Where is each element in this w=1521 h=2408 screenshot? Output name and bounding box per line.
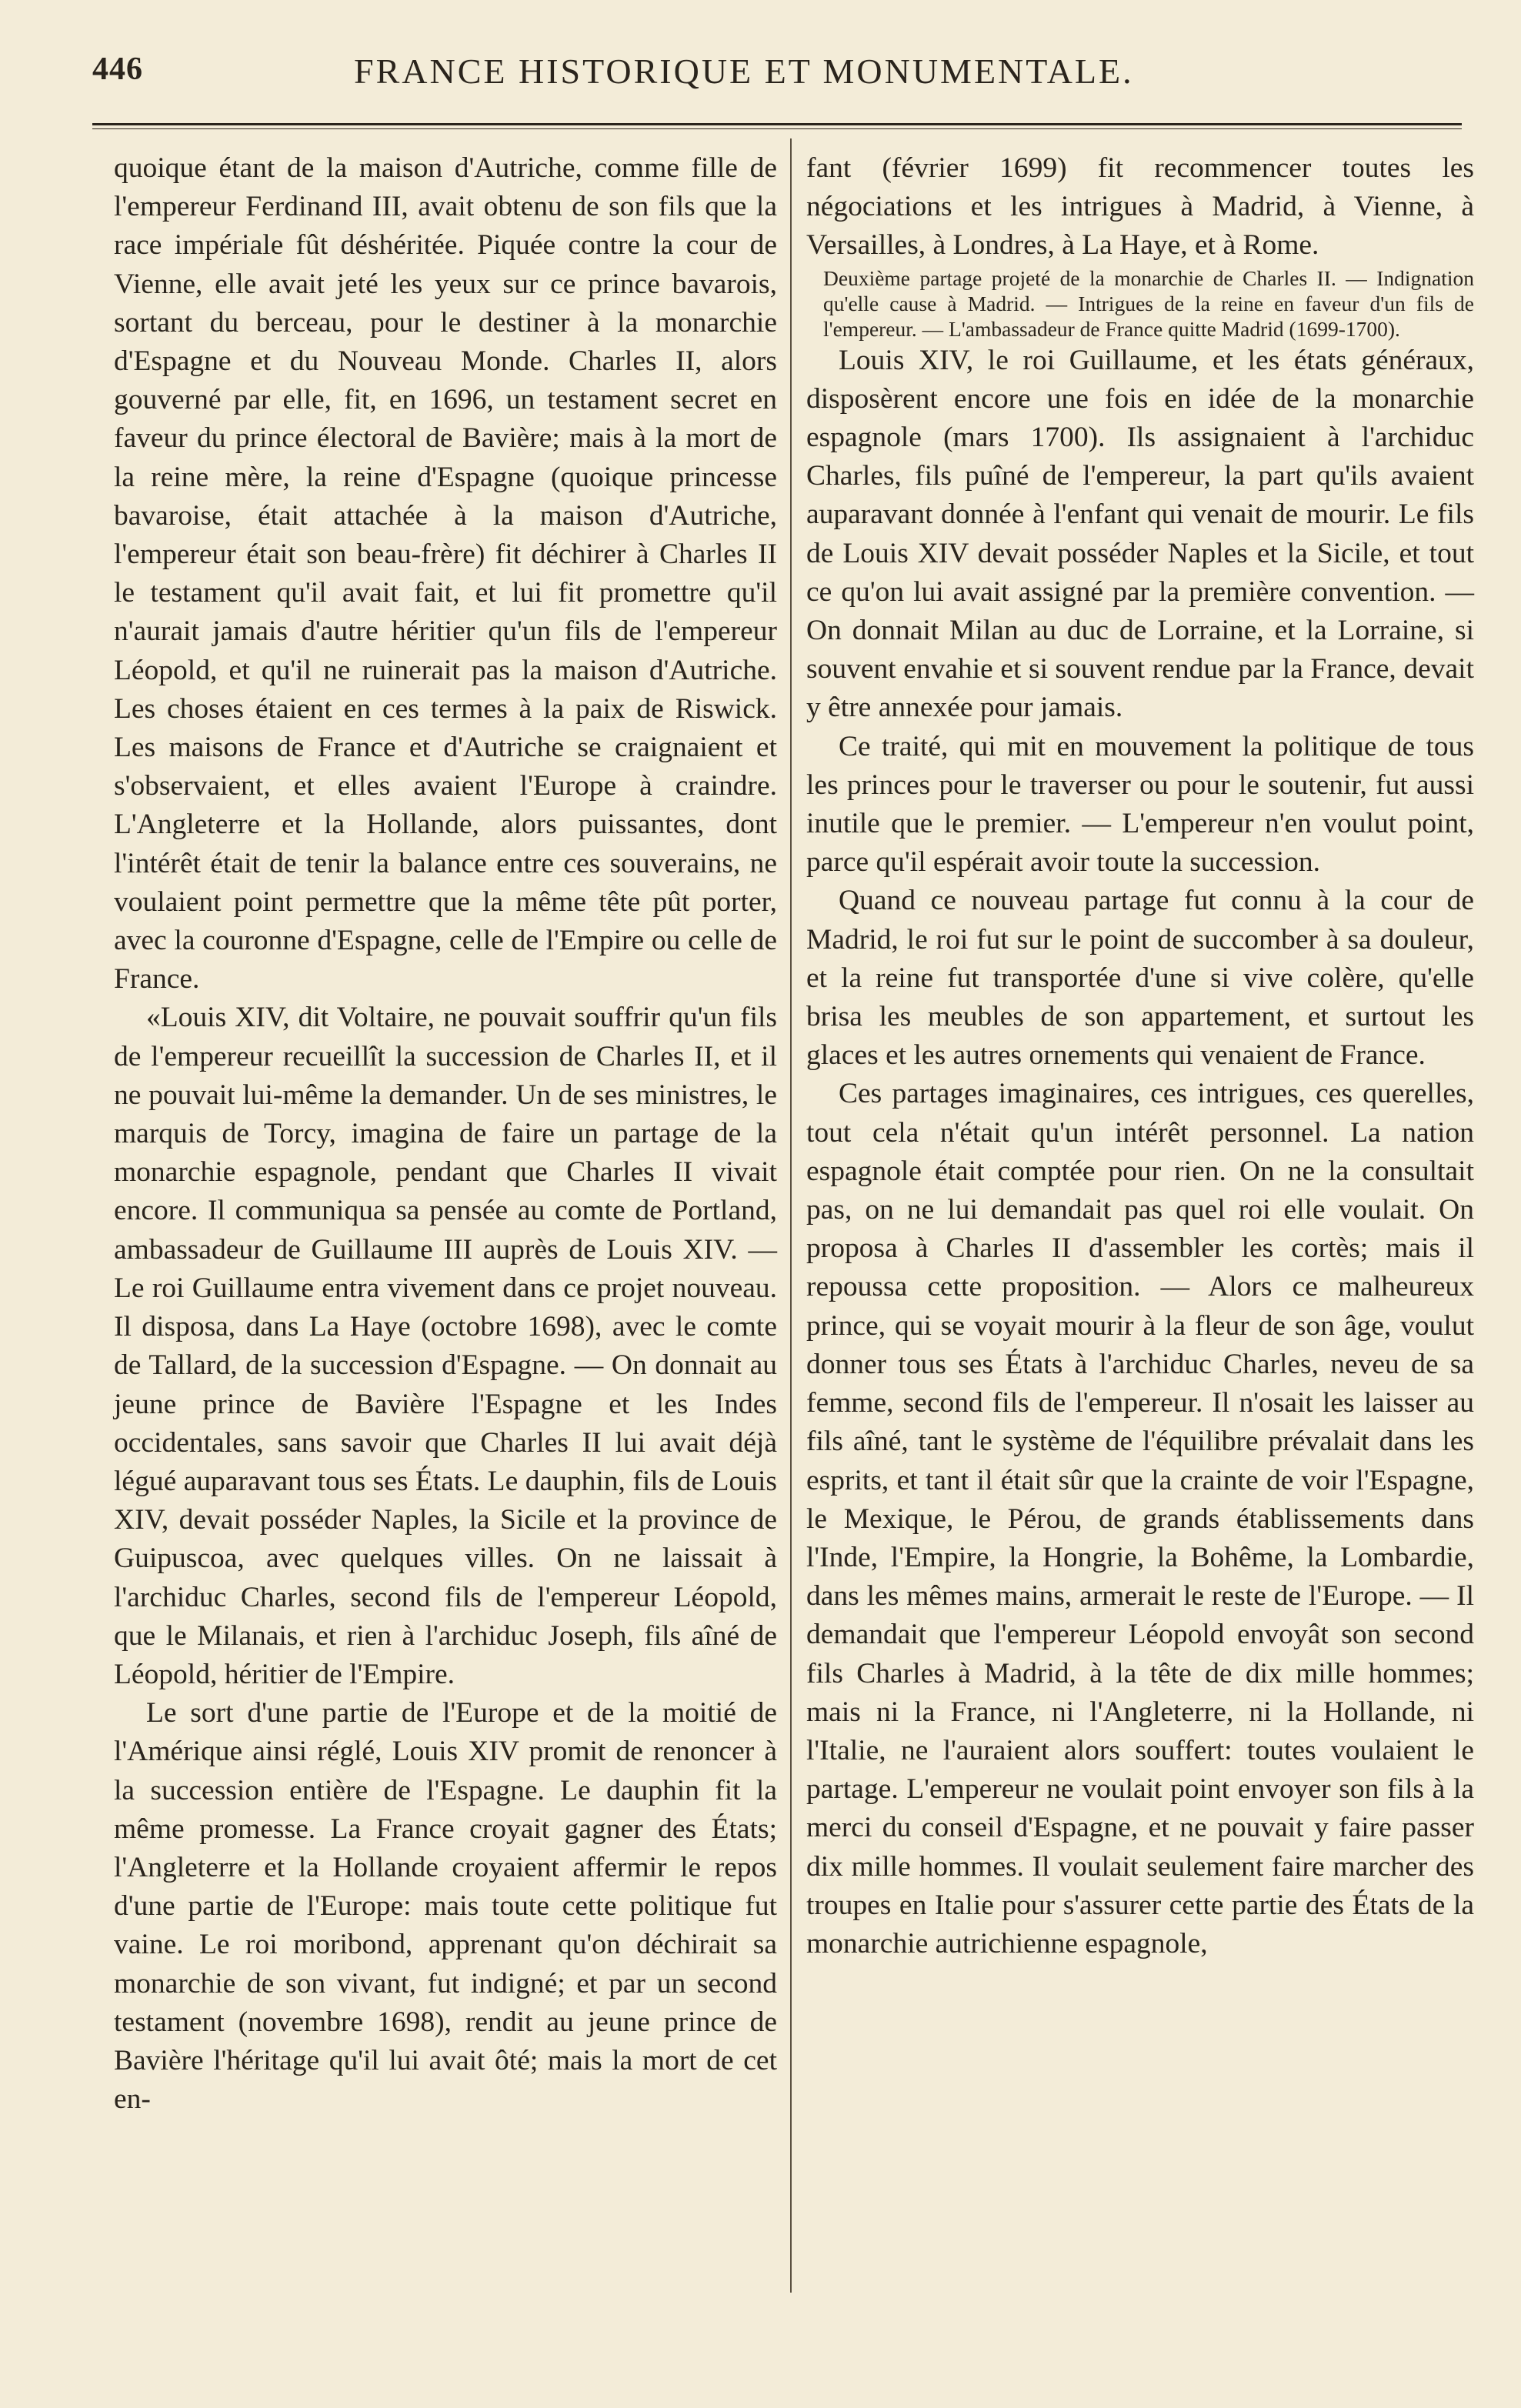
section-summary: Deuxième partage projeté de la monarchie de Charles II. — Indignation qu'elle cause à Madrid. — Intrigues de la reine en faveur d'un fils de l'empereur. — L'ambassadeur de France quitte Madrid (1699-1700). — [823, 265, 1474, 341]
paragraph: fant (février 1699) fit recommencer toutes les négociations et les intrigues à Madrid, à Vienne, à Versailles, à Londres, à La Haye, et à Rome. — [806, 152, 1474, 262]
paragraph: Ces partages imaginaires, ces intrigues, ces querelles, tout cela n'était qu'un intérêt personnel. La nation espagnole était comptée pour rien. On ne la consultait pas, on ne lui demandait pas quel roi elle voulait. On proposa à Charles II d'assembler les cortès; mais il repoussa cette proposition. — Alors ce malheureux prince, qui se voyait mourir à la fleur de son âge, voulut donner tous ses États à l'archiduc Charles, neveu de sa femme, second fils de l'empereur. Il n'osait les laisser au fils aîné, tant le système de l'équilibre prévalait dans les esprits, et tant il était sûr que la crainte de voir l'Espagne, le Mexique, le Pérou, de grands établissements dans l'Inde, l'Empire, la Hongrie, la Bohême, la Lombardie, dans les mêmes mains, armerait le reste de l'Europe. — Il demandait que l'empereur Léopold envoyât son second fils Charles à Madrid, à la tête de dix mille hommes; mais ni la France, ni l'Angleterre, ni la Hollande, ni l'Italie, ne l'auraient alors souffert: toutes voulaient le partage. L'empereur ne voulait point envoyer son fils à la merci du conseil d'Espagne, et ne pouvait y faire passer dix mille hommes. Il voulait seulement faire marcher des troupes en Italie pour s'assurer cette partie des États de la monarchie autrichienne espagnole, — [806, 1078, 1474, 1959]
paragraph: Quand ce nouveau partage fut connu à la cour de Madrid, le roi fut sur le point de succomber à sa douleur, et la reine fut transportée d'une si vive colère, qu'elle brisa les meubles de son appartement, et surtout les glaces et les autres ornements qui venaient de France. — [806, 885, 1474, 1072]
right-column — [806, 149, 1474, 1963]
paragraph: Louis XIV, le roi Guillaume, et les états généraux, disposèrent encore une fois en idée de la monarchie espagnole (mars 1700). Ils assignaient à l'archiduc Charles, fils puîné de l'empereur, la part qu'ils avaient auparavant donnée à l'enfant qui venait de mourir. Le fils de Louis XIV devait posséder Naples et la Sicile, et tout ce qu'on lui avait assigné par la première convention. — On donnait Milan au duc de Lorraine, et la Lorraine, si souvent envahie et si souvent rendue par la France, devait y être annexée pour jamais. — [806, 344, 1474, 724]
paragraph: Ce traité, qui mit en mouvement la politique de tous les princes pour le traverser ou pour le soutenir, fut aussi inutile que le premier. — L'empereur n'en voulut point, parce qu'il espérait avoir toute la succession. — [806, 730, 1474, 879]
running-header — [92, 51, 1200, 105]
paragraph: Le sort d'une partie de l'Europe et de la moitié de l'Amérique ainsi réglé, Louis XIV promit de renoncer à la succession entière de l'Espagne. Le dauphin fit la même promesse. La France croyait gagner des États; l'Angleterre et la Hollande croyaient affermir le repos d'une partie de l'Europe: mais toute cette politique fut vaine. Le roi moribond, apprenant qu'on déchirait sa monarchie de son vivant, fut indigné; et par un second testament (novembre 1698), rendit au jeune prince de Bavière l'héritage qu'il lui avait ôté; mais la mort de cet en- — [114, 1697, 777, 2116]
paragraph: quoique étant de la maison d'Autriche, comme fille de l'empereur Ferdinand III, avait obtenu de son fils que la race impériale fût déshéritée. Piquée contre la cour de Vienne, elle avait jeté les yeux sur ce prince bavarois, sortant du berceau, pour le destiner à la monarchie d'Espagne et du Nouveau Monde. Charles II, alors gouverné par elle, fit, en 1696, un testament secret en faveur du prince électoral de Bavière; mais à la mort de la reine mère, la reine d'Espagne (quoique princesse bavaroise, était attachée à la maison d'Autriche, l'empereur était son beau-frère) fit déchirer à Charles II le testament qu'il avait fait, et lui fit promettre qu'il n'aurait jamais d'autre héritier qu'un fils de l'empereur Léopold, et qu'il ne ruinerait pas la maison d'Autriche. Les choses étaient en ces termes à la paix de Riswick. Les maisons de France et d'Autriche se craignaient et s'observaient, et elles avaient l'Europe à craindre. L'Angleterre et la Hollande, alors puissantes, dont l'intérêt était de tenir la balance entre ces souverains, ne voulaient point permettre que la même tête pût porter, avec la couronne d'Espagne, celle de l'Empire ou celle de France. — [114, 152, 777, 996]
header-rule — [92, 123, 1462, 129]
left-column — [114, 149, 777, 2119]
running-title: FRANCE HISTORIQUE ET MONUMENTALE. — [354, 52, 1134, 91]
page-number: 446 — [92, 52, 143, 87]
paragraph: «Louis XIV, dit Voltaire, ne pouvait souffrir qu'un fils de l'empereur recueillît la succession de Charles II, et il ne pouvait lui-même la demander. Un de ses ministres, le marquis de Torcy, imagina de faire un partage de la monarchie espagnole, pendant que Charles II vivait encore. Il communiqua sa pensée au comte de Portland, ambassadeur de Guillaume III auprès de Louis XIV. — Le roi Guillaume entra vivement dans ce projet nouveau. Il disposa, dans La Haye (octobre 1698), avec le comte de Tallard, de la succession d'Espagne. — On donnait au jeune prince de Bavière l'Espagne et les Indes occidentales, sans savoir que Charles II lui avait déjà légué auparavant tous ses États. Le dauphin, fils de Louis XIV, devait posséder Naples, la Sicile et la province de Guipuscoa, avec quelques villes. On ne laissait à l'archiduc Charles, second fils de l'empereur Léopold, que le Milanais, et rien à l'archiduc Joseph, fils aîné de Léopold, héritier de l'Empire. — [114, 1002, 777, 1690]
column-divider — [790, 138, 792, 2293]
